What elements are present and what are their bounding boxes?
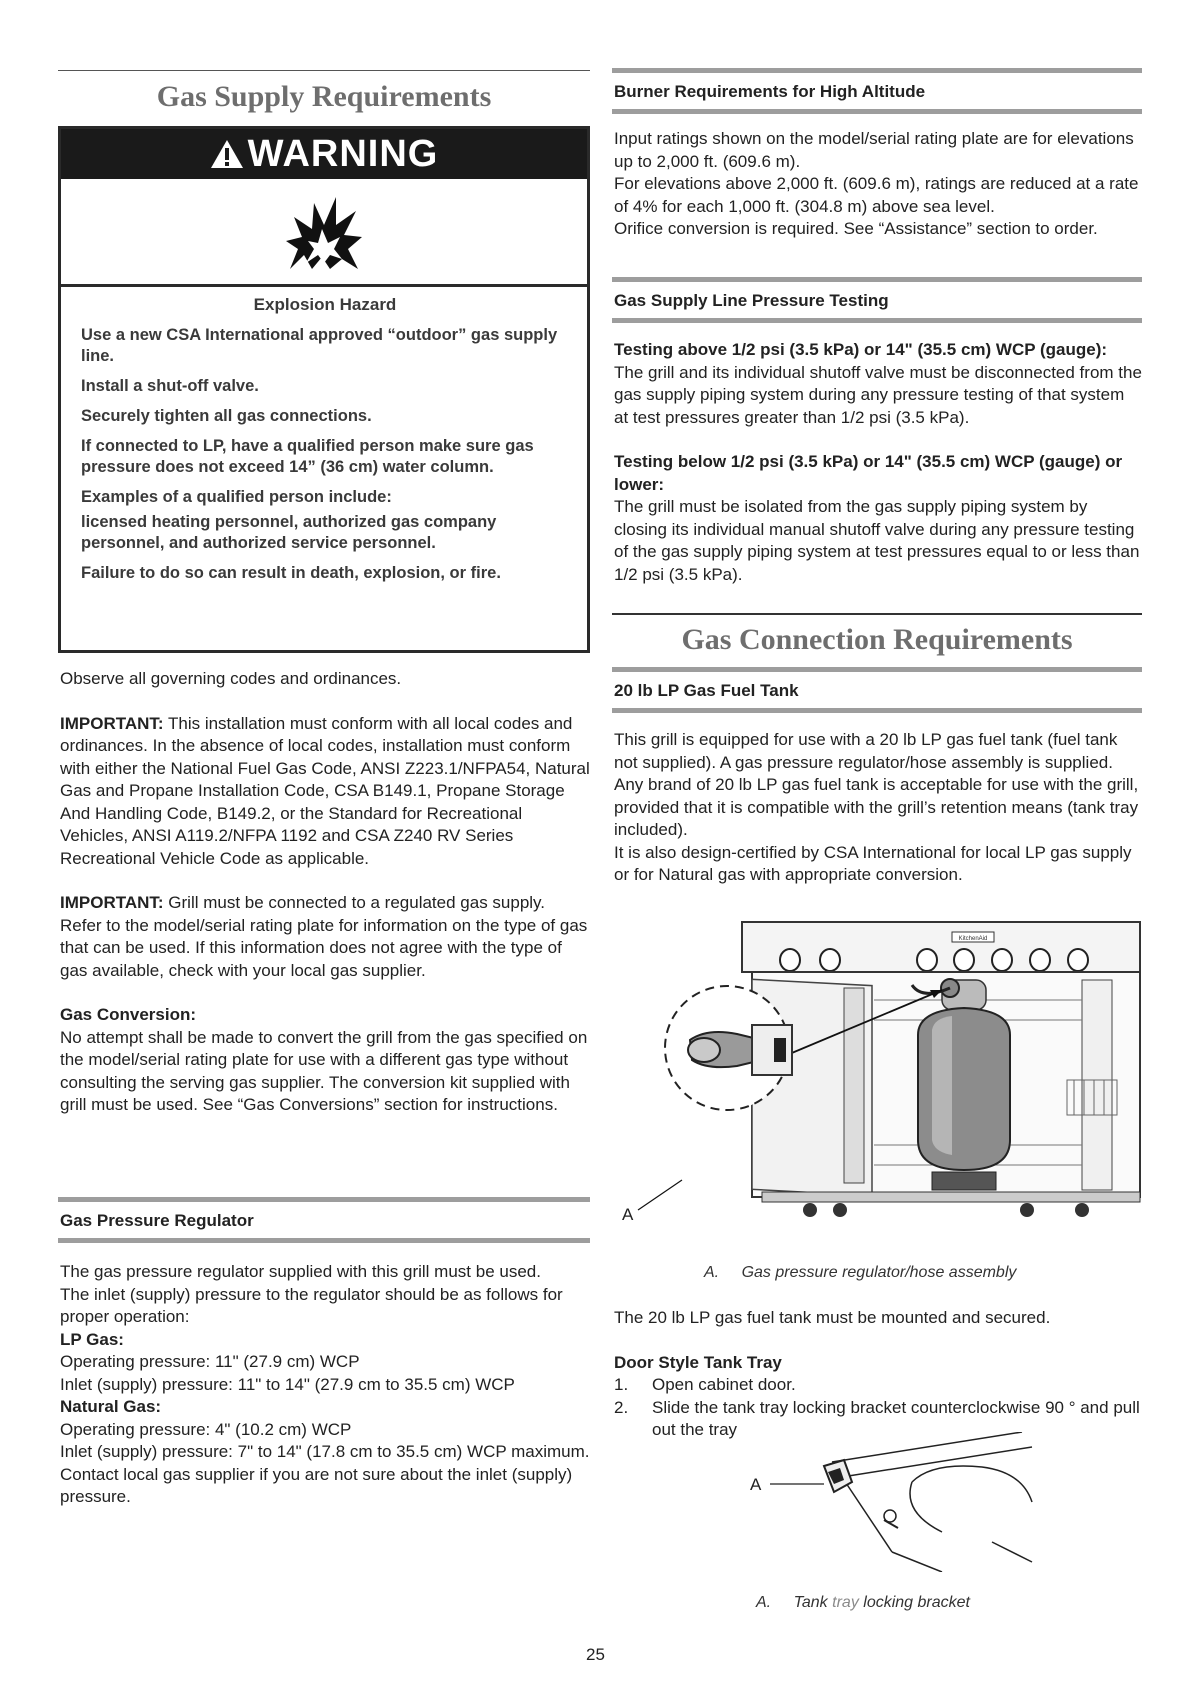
section-bar bbox=[58, 1197, 590, 1202]
testing-body bbox=[612, 339, 1142, 586]
contact-text: Contact local gas supplier if you are not sure about the inlet (supply) pressure. bbox=[60, 1464, 573, 1506]
top-rule-left bbox=[58, 70, 590, 71]
important-label: IMPORTANT: bbox=[60, 713, 164, 733]
grill-figure bbox=[612, 920, 1142, 1225]
warning-line: Securely tighten all gas connections. bbox=[81, 407, 372, 425]
tank-heading: 20 lb LP Gas Fuel Tank bbox=[614, 681, 799, 700]
caption-word: Tank bbox=[793, 1594, 828, 1611]
bracket-figure bbox=[742, 1432, 1042, 1572]
altitude-text: Input ratings shown on the model/serial rating plate are for elevations up to 2,000 ft. (609.6 m). bbox=[614, 129, 1134, 171]
section-bar bbox=[612, 109, 1142, 114]
lp-inlet: Inlet (supply) pressure: 11" to 14" (27.9 cm to 35.5 cm) WCP bbox=[60, 1374, 515, 1394]
ng-inlet: Inlet (supply) pressure: 7" to 14" (17.8 cm to 35.5 cm) WCP maximum. bbox=[60, 1442, 590, 1461]
gas-conversion-text: No attempt shall be made to convert the grill from the gas specified on the model/serial rating plate for use with a different gas type without consulting the serving gas supplier. The conversion kit supplied with grill must be used. See “Gas Conversions” section for instructions. bbox=[60, 1027, 588, 1114]
tank-text: Any brand of 20 lb LP gas fuel tank is acceptable for use with the grill, provided that it is compatible with the grill’s retention means (tank tray included). bbox=[614, 775, 1139, 839]
connection-rule bbox=[612, 613, 1142, 615]
explosion-icon bbox=[284, 189, 364, 271]
testing-below-title: Testing below 1/2 psi (3.5 kPa) or 14" (35.5 cm) WCP (gauge) or lower: bbox=[614, 452, 1123, 494]
regulator-section bbox=[58, 1197, 590, 1509]
altitude-section bbox=[612, 68, 1142, 241]
tank-body bbox=[612, 729, 1142, 887]
grill-illustration bbox=[612, 920, 1142, 1225]
altitude-text: Orifice conversion is required. See “Assistance” section to order. bbox=[614, 219, 1098, 238]
lp-gas-label: LP Gas: bbox=[60, 1329, 124, 1349]
warning-banner bbox=[61, 129, 587, 179]
step-text: Slide the tank tray locking bracket counterclockwise 90 ° and pull out the tray bbox=[652, 1397, 1140, 1439]
warning-line: licensed heating personnel, authorized gas company personnel, and authorized service personnel. bbox=[81, 513, 497, 552]
warning-line: Examples of a qualified person include: bbox=[81, 488, 392, 506]
important-label: IMPORTANT: bbox=[60, 893, 164, 912]
altitude-body bbox=[612, 128, 1142, 241]
caption-text bbox=[794, 1594, 970, 1611]
step-text: Open cabinet door. bbox=[652, 1375, 796, 1394]
section-title-gas-supply: Gas Supply Requirements bbox=[156, 80, 492, 113]
warning-line: Failure to do so can result in death, explosion, or fire. bbox=[81, 564, 501, 582]
step-number: 2. bbox=[614, 1397, 629, 1417]
natural-gas-label: Natural Gas: bbox=[60, 1397, 162, 1416]
caption-word: locking bracket bbox=[863, 1594, 970, 1611]
gas-conversion-title: Gas Conversion: bbox=[60, 1005, 197, 1024]
explosion-hazard-title: Explosion Hazard bbox=[253, 295, 397, 314]
section-title-gas-connection: Gas Connection Requirements bbox=[681, 623, 1073, 656]
section-bar bbox=[612, 277, 1142, 282]
door-style-title: Door Style Tank Tray bbox=[614, 1352, 782, 1372]
caption-letter: A. bbox=[756, 1594, 772, 1611]
figure-caption-1 bbox=[704, 1264, 1144, 1282]
regulator-inlet: The inlet (supply) pressure to the regulator should be as follows for proper operation: bbox=[60, 1284, 563, 1326]
observe-text: Observe all governing codes and ordinances. bbox=[60, 669, 402, 688]
testing-section bbox=[612, 277, 1142, 586]
regulator-intro: The gas pressure regulator supplied with this grill must be used. bbox=[60, 1262, 541, 1281]
warning-line: If connected to LP, have a qualified person make sure gas pressure does not exceed 14” (36 cm) water column. bbox=[81, 437, 534, 476]
warning-line: Use a new CSA International approved “outdoor” gas supply line. bbox=[81, 326, 558, 365]
regulator-heading: Gas Pressure Regulator bbox=[60, 1211, 254, 1230]
ng-operating: Operating pressure: 4" (10.2 cm) WCP bbox=[60, 1419, 352, 1439]
important-paragraph-2 bbox=[60, 892, 590, 982]
testing-above-text: The grill and its individual shutoff valve must be disconnected from the gas supply piping system during any pressure testing of that system at test pressures greater than 1/2 psi (3.5 kPa). bbox=[614, 362, 1142, 427]
testing-heading: Gas Supply Line Pressure Testing bbox=[614, 291, 889, 310]
figure-caption-2 bbox=[756, 1594, 1146, 1612]
section-bar bbox=[58, 1238, 590, 1243]
important-text: Grill must be connected to a regulated gas supply. Refer to the model/serial rating plate for information on the type of gas that can be used. If this information does not agree with the type of gas available, check with your local gas supplier. bbox=[60, 893, 588, 980]
section-bar bbox=[612, 318, 1142, 323]
testing-above-title: Testing above 1/2 psi (3.5 kPa) or 14" (35.5 cm) WCP (gauge): bbox=[614, 340, 1108, 359]
grill-brand-label: KitchenAid bbox=[958, 936, 988, 942]
figure-label-a: A bbox=[750, 1475, 762, 1494]
step-number: 1. bbox=[614, 1375, 629, 1394]
tank-tray-bracket-illustration bbox=[742, 1432, 1042, 1572]
lp-operating: Operating pressure: 11" (27.9 cm) WCP bbox=[60, 1352, 360, 1371]
left-body bbox=[60, 668, 590, 1117]
warning-box bbox=[58, 126, 590, 653]
regulator-body bbox=[58, 1261, 590, 1509]
tank-text: It is also design-certified by CSA International for local LP gas supply or for Natural gas with appropriate conversion. bbox=[614, 842, 1132, 884]
figure-label-a: A bbox=[622, 1205, 634, 1224]
altitude-heading: Burner Requirements for High Altitude bbox=[614, 82, 926, 101]
mounted-text: The 20 lb LP gas fuel tank must be mounted and secured. bbox=[614, 1308, 1051, 1327]
section-bar bbox=[612, 68, 1142, 73]
altitude-text: For elevations above 2,000 ft. (609.6 m), ratings are reduced at a rate of 4% for each 1,000 ft. (304.8 m) above sea level. bbox=[614, 174, 1139, 216]
warning-triangle-icon bbox=[210, 139, 244, 169]
tank-lower-body bbox=[614, 1307, 1144, 1442]
caption-word-gray: tray bbox=[832, 1594, 859, 1611]
tank-text: This grill is equipped for use with a 20 lb LP gas fuel tank (fuel tank not supplied). A gas pressure regulator/hose assembly is supplied. bbox=[614, 730, 1118, 772]
testing-below-text: The grill must be isolated from the gas supply piping system by closing its individual manual shutoff valve during any pressure testing of the gas supply piping system at test pressures equal to or less than 1/2 psi (3.5 kPa). bbox=[614, 497, 1140, 584]
tank-section bbox=[612, 667, 1142, 887]
important-paragraph-1 bbox=[60, 713, 590, 871]
warning-symbol-area bbox=[61, 179, 587, 287]
section-bar bbox=[612, 708, 1142, 713]
page-number: 25 bbox=[586, 1645, 605, 1664]
caption-text: Gas pressure regulator/hose assembly bbox=[741, 1264, 1017, 1281]
warning-label: WARNING bbox=[247, 133, 439, 175]
warning-text bbox=[61, 287, 587, 584]
caption-letter: A. bbox=[704, 1264, 720, 1281]
important-text: This installation must conform with all local codes and ordinances. In the absence of local codes, installation must conform with either the National Fuel Gas Code, ANSI Z223.1/NFPA54, Natural Gas and Propane Installation Code, CSA B149.1, Propane Storage And Handling Code, B149.2, or the Standard for Recreational Vehicles, ANSI A119.2/NFPA 1192 and CSA Z240 RV Series Recreational Vehicle Code as applicable. bbox=[60, 713, 590, 868]
section-bar bbox=[612, 667, 1142, 672]
warning-line: Install a shut-off valve. bbox=[81, 377, 259, 395]
step-item bbox=[614, 1374, 1144, 1397]
